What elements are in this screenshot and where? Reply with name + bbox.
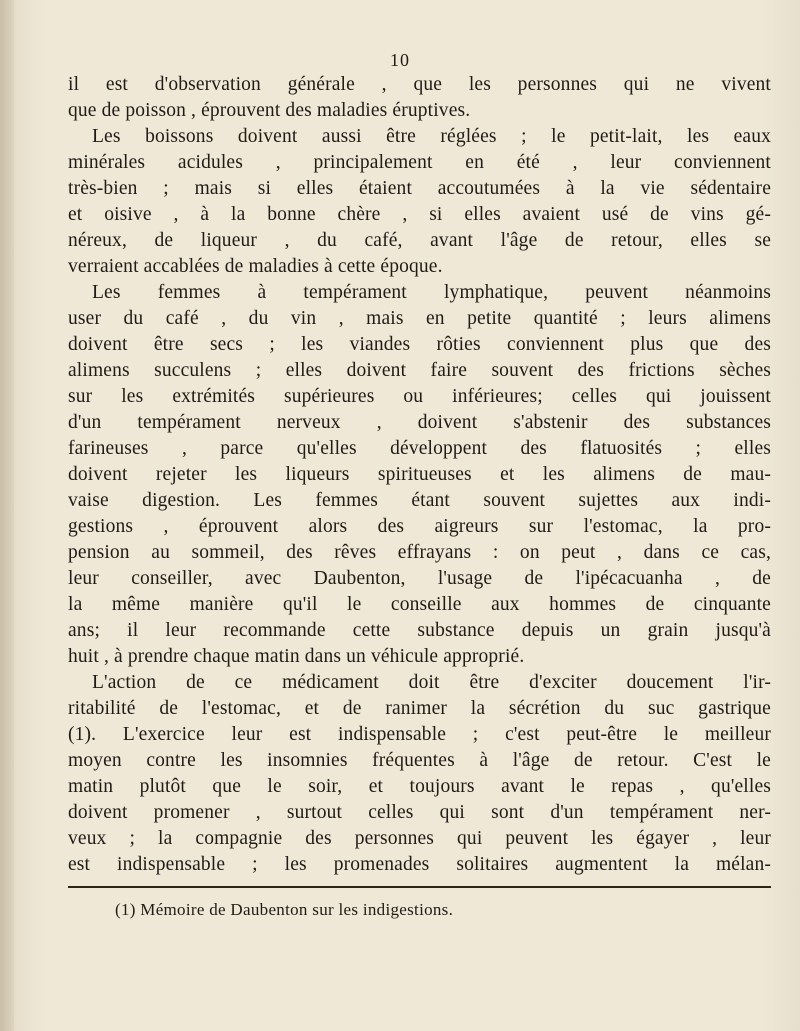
text-line: Les femmes à tempérament lymphatique, peuvent néanmoins [92,282,771,303]
text-line: doivent être secs ; les viandes rôties conviennent plus que des [68,334,771,355]
text-line: huit , à prendre chaque matin dans un véhicule approprié. [68,646,525,667]
text-line: est indispensable ; les promenades solitaires augmentent la mélan- [68,854,771,875]
body-text [68,72,771,875]
text-line: la même manière qu'il le conseille aux hommes de cinquante [68,594,771,615]
text-line: très-bien ; mais si elles étaient accoutumées à la vie sédentaire [68,178,771,199]
page-number: 10 [390,50,410,70]
text-line: (1). L'exercice leur est indispensable ; c'est peut-être le meilleur [68,724,771,745]
text-line: ritabilité de l'estomac, et de ranimer la sécrétion du suc gastrique [68,698,771,719]
text-line: moyen contre les insomnies fréquentes à l'âge de retour. C'est le [68,750,771,771]
text-line: il est d'observation générale , que les personnes qui ne vivent [68,74,771,95]
text-line: alimens succulens ; elles doivent faire souvent des frictions sèches [68,360,771,381]
page-binding-edge [0,0,14,1031]
text-line: sur les extrémités supérieures ou inférieures; celles qui jouissent [68,386,771,407]
text-line: que de poisson , éprouvent des maladies éruptives. [68,100,471,121]
text-line: minérales acidules , principalement en été , leur conviennent [68,152,771,173]
text-line: doivent rejeter les liqueurs spiritueuses et les alimens de mau- [68,464,771,485]
text-line: doivent promener , surtout celles qui sont d'un tempérament ner- [68,802,771,823]
text-line: et oisive , à la bonne chère , si elles avaient usé de vins gé- [68,204,771,225]
text-line: farineuses , parce qu'elles développent des flatuosités ; elles [68,438,771,459]
text-line: veux ; la compagnie des personnes qui peuvent les égayer , leur [68,828,771,849]
text-line: user du café , du vin , mais en petite quantité ; leurs alimens [68,308,771,329]
text-line: Les boissons doivent aussi être réglées ; le petit-lait, les eaux [92,126,771,147]
text-line: matin plutôt que le soir, et toujours avant le repas , qu'elles [68,776,771,797]
text-line: néreux, de liqueur , du café, avant l'âge de retour, elles se [68,230,771,251]
footnote: (1) Mémoire de Daubenton sur les indigestions. [115,900,454,919]
text-line: L'action de ce médicament doit être d'exciter doucement l'ir- [92,672,771,693]
text-line: pension au sommeil, des rêves effrayans : on peut , dans ce cas, [68,542,771,563]
text-line: ans; il leur recommande cette substance depuis un grain jusqu'à [68,620,771,641]
footnote-rule [68,886,771,888]
text-line: verraient accablées de maladies à cette époque. [68,256,443,277]
text-line: gestions , éprouvent alors des aigreurs sur l'estomac, la pro- [68,516,771,537]
text-line: leur conseiller, avec Daubenton, l'usage de l'ipécacuanha , de [68,568,771,589]
text-line: d'un tempérament nerveux , doivent s'abstenir des substances [68,412,771,433]
text-line: vaise digestion. Les femmes étant souvent sujettes aux indi- [68,490,771,511]
